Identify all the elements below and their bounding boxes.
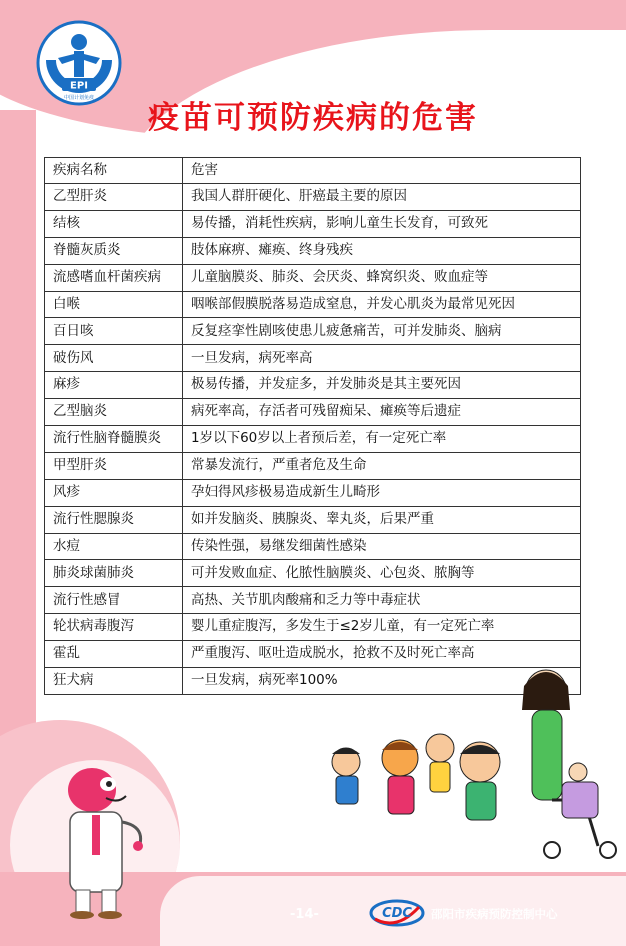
harm-description-cell: 儿童脑膜炎、肺炎、会厌炎、蜂窝织炎、败血症等 <box>183 264 581 291</box>
disease-name-cell: 结核 <box>45 210 183 237</box>
harm-description-cell: 咽喉部假膜脱落易造成窒息，并发心肌炎为最常见死因 <box>183 291 581 318</box>
organization-name: 邵阳市疾病预防控制中心 <box>431 907 558 921</box>
table-row <box>45 237 581 264</box>
table-row <box>45 533 581 560</box>
table-row <box>45 614 581 641</box>
harm-description-cell: 孕妇得风疹极易造成新生儿畸形 <box>183 479 581 506</box>
doctor-cartoon-illustration <box>48 760 152 920</box>
table-row <box>45 506 581 533</box>
disease-name-cell: 白喉 <box>45 291 183 318</box>
table-row <box>45 318 581 345</box>
harm-description-cell: 严重腹泻、呕吐造成脱水，抢救不及时死亡率高 <box>183 641 581 668</box>
header-disease-name: 疾病名称 <box>45 158 183 184</box>
table-row <box>45 345 581 372</box>
disease-name-cell: 脊髓灰质炎 <box>45 237 183 264</box>
harm-description-cell: 常暴发流行，严重者危及生命 <box>183 452 581 479</box>
table-row <box>45 291 581 318</box>
harm-description-cell: 易传播，消耗性疾病，影响儿童生长发育，可致死 <box>183 210 581 237</box>
cdc-logo <box>369 895 425 929</box>
disease-name-cell: 破伤风 <box>45 345 183 372</box>
table-row <box>45 452 581 479</box>
disease-name-cell: 风疹 <box>45 479 183 506</box>
table-row <box>45 479 581 506</box>
table-row <box>45 587 581 614</box>
harm-description-cell: 极易传播，并发症多，并发肺炎是其主要死因 <box>183 372 581 399</box>
logo-epi-text: EPI <box>70 80 88 92</box>
disease-name-cell: 水痘 <box>45 533 183 560</box>
disease-table-wrap <box>44 157 581 695</box>
harm-description-cell: 传染性强，易继发细菌性感染 <box>183 533 581 560</box>
disease-name-cell: 麻疹 <box>45 372 183 399</box>
table-row <box>45 264 581 291</box>
harm-description-cell: 如并发脑炎、胰腺炎、睾丸炎，后果严重 <box>183 506 581 533</box>
table-row <box>45 426 581 453</box>
harm-description-cell: 肢体麻痹、瘫痪、终身残疾 <box>183 237 581 264</box>
table-row <box>45 399 581 426</box>
header-harm: 危害 <box>183 158 581 184</box>
disease-name-cell: 流行性腮腺炎 <box>45 506 183 533</box>
harm-description-cell: 高热、关节肌肉酸痛和乏力等中毒症状 <box>183 587 581 614</box>
harm-description-cell: 1岁以下60岁以上者预后差，有一定死亡率 <box>183 426 581 453</box>
harm-description-cell: 反复痉挛性剧咳使患儿疲惫痛苦，可并发肺炎、脑病 <box>183 318 581 345</box>
harm-description-cell: 可并发败血症、化脓性脑膜炎、心包炎、脓胸等 <box>183 560 581 587</box>
disease-name-cell: 乙型肝炎 <box>45 184 183 211</box>
cdc-logo-text: CDC <box>382 906 412 921</box>
children-mother-illustration <box>316 650 622 865</box>
disease-name-cell: 狂犬病 <box>45 668 183 695</box>
page-title: 疫苗可预防疾病的危害 <box>148 100 478 136</box>
disease-name-cell: 百日咳 <box>45 318 183 345</box>
left-pink-band <box>0 110 36 810</box>
disease-name-cell: 乙型脑炎 <box>45 399 183 426</box>
logo-subtext: 中国计划免疫 <box>63 95 95 101</box>
table-row <box>45 210 581 237</box>
harm-description-cell: 婴儿重症腹泻，多发生于≤2岁儿童，有一定死亡率 <box>183 614 581 641</box>
disease-table <box>44 157 581 695</box>
disease-name-cell: 流感嗜血杆菌疾病 <box>45 264 183 291</box>
harm-description-cell: 病死率高，存活者可残留痴呆、瘫痪等后遗症 <box>183 399 581 426</box>
harm-description-cell: 我国人群肝硬化、肝癌最主要的原因 <box>183 184 581 211</box>
table-row <box>45 560 581 587</box>
table-row <box>45 372 581 399</box>
disease-name-cell: 肺炎球菌肺炎 <box>45 560 183 587</box>
page-number: -14- <box>290 907 319 922</box>
disease-name-cell: 流行性脑脊髓膜炎 <box>45 426 183 453</box>
disease-name-cell: 霍乱 <box>45 641 183 668</box>
disease-name-cell: 轮状病毒腹泻 <box>45 614 183 641</box>
disease-name-cell: 甲型肝炎 <box>45 452 183 479</box>
table-header-row <box>45 158 581 184</box>
harm-description-cell: 一旦发病，病死率100% <box>183 668 581 695</box>
disease-name-cell: 流行性感冒 <box>45 587 183 614</box>
table-row <box>45 184 581 211</box>
harm-description-cell: 一旦发病，病死率高 <box>183 345 581 372</box>
